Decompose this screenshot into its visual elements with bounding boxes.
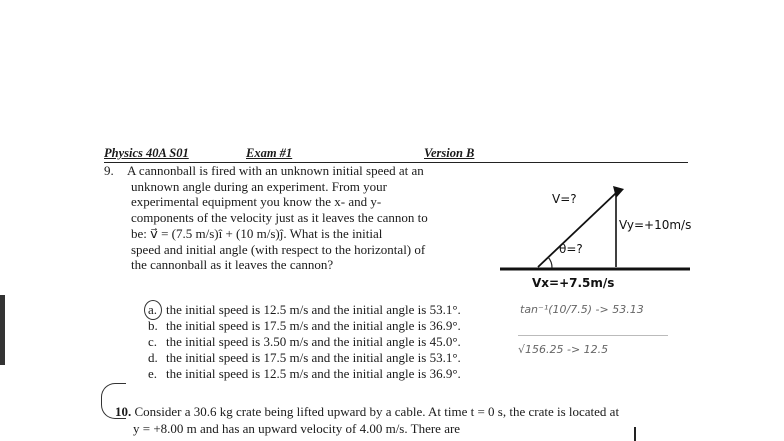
handwritten-tan-note: tan⁻¹(10/7.5) -> 53.13	[520, 303, 644, 316]
exam-version: Version B	[424, 146, 475, 160]
vx-label: Vx=+7.5m/s	[532, 276, 615, 290]
choice-label: a.	[148, 302, 158, 317]
choice-label: d.	[148, 350, 158, 365]
velocity-diagram	[500, 180, 690, 290]
question-9-choices	[148, 302, 461, 382]
question-9-line: the cannonball as it leaves the cannon?	[131, 257, 334, 273]
choice-label: b.	[148, 318, 158, 333]
velocity-label: V=?	[552, 192, 577, 206]
choice-text: the initial speed is 17.5 m/s and the initial angle is 53.1°.	[166, 350, 461, 365]
choice-b[interactable]	[148, 318, 461, 334]
vy-label: Vy=+10m/s	[619, 218, 692, 232]
theta-label: θ=?	[559, 242, 583, 256]
choice-text: the initial speed is 12.5 m/s and the initial angle is 53.1°.	[166, 302, 461, 317]
question-10-text: Consider a 30.6 kg crate being lifted upward by a cable. At time t = 0 s, the crate is located at	[134, 404, 620, 419]
exam-header	[104, 146, 688, 163]
exam-title: Exam #1	[246, 146, 293, 160]
pen-mark	[634, 427, 636, 441]
choice-label: e.	[148, 366, 158, 381]
handwritten-divider	[518, 335, 668, 336]
question-10-number: 10.	[115, 404, 132, 419]
course-title: Physics 40A S01	[104, 146, 189, 160]
choice-e[interactable]	[148, 366, 461, 382]
angle-arc	[548, 257, 552, 268]
choice-d[interactable]	[148, 350, 461, 366]
choice-text: the initial speed is 3.50 m/s and the initial angle is 45.0°.	[166, 334, 461, 349]
question-9-line: components of the velocity just as it leaves the cannon to	[131, 210, 428, 226]
choice-label: c.	[148, 334, 158, 349]
question-9-line: be: v⃗ = (7.5 m/s)î + (10 m/s)ĵ. What is the initial	[131, 225, 383, 241]
choice-text: the initial speed is 17.5 m/s and the initial angle is 36.9°.	[166, 318, 461, 333]
scan-edge-mark	[0, 295, 5, 365]
choice-text: the initial speed is 12.5 m/s and the initial angle is 36.9°.	[166, 366, 461, 381]
choice-a[interactable]	[148, 302, 461, 318]
question-9-number: 9.	[104, 163, 114, 178]
question-9-text	[127, 163, 476, 273]
question-9-line: speed and initial angle (with respect to the horizontal) of	[131, 241, 426, 257]
question-9-line: unknown angle during an experiment. From your	[131, 178, 387, 194]
velocity-arrowhead	[613, 186, 624, 198]
velocity-triangle-svg	[500, 180, 690, 290]
choice-c[interactable]	[148, 334, 461, 350]
handwritten-sqrt-note: √156.25 -> 12.5	[518, 343, 609, 356]
question-9-line: experimental equipment you know the x- and y-	[131, 194, 382, 210]
question-10-line	[115, 403, 715, 420]
question-10	[115, 403, 715, 437]
question-10-line: y = +8.00 m and has an upward velocity of 4.00 m/s. There are	[133, 421, 461, 436]
question-10-circle-mark	[101, 383, 126, 419]
question-9-line: A cannonball is fired with an unknown initial speed at an	[127, 163, 424, 178]
